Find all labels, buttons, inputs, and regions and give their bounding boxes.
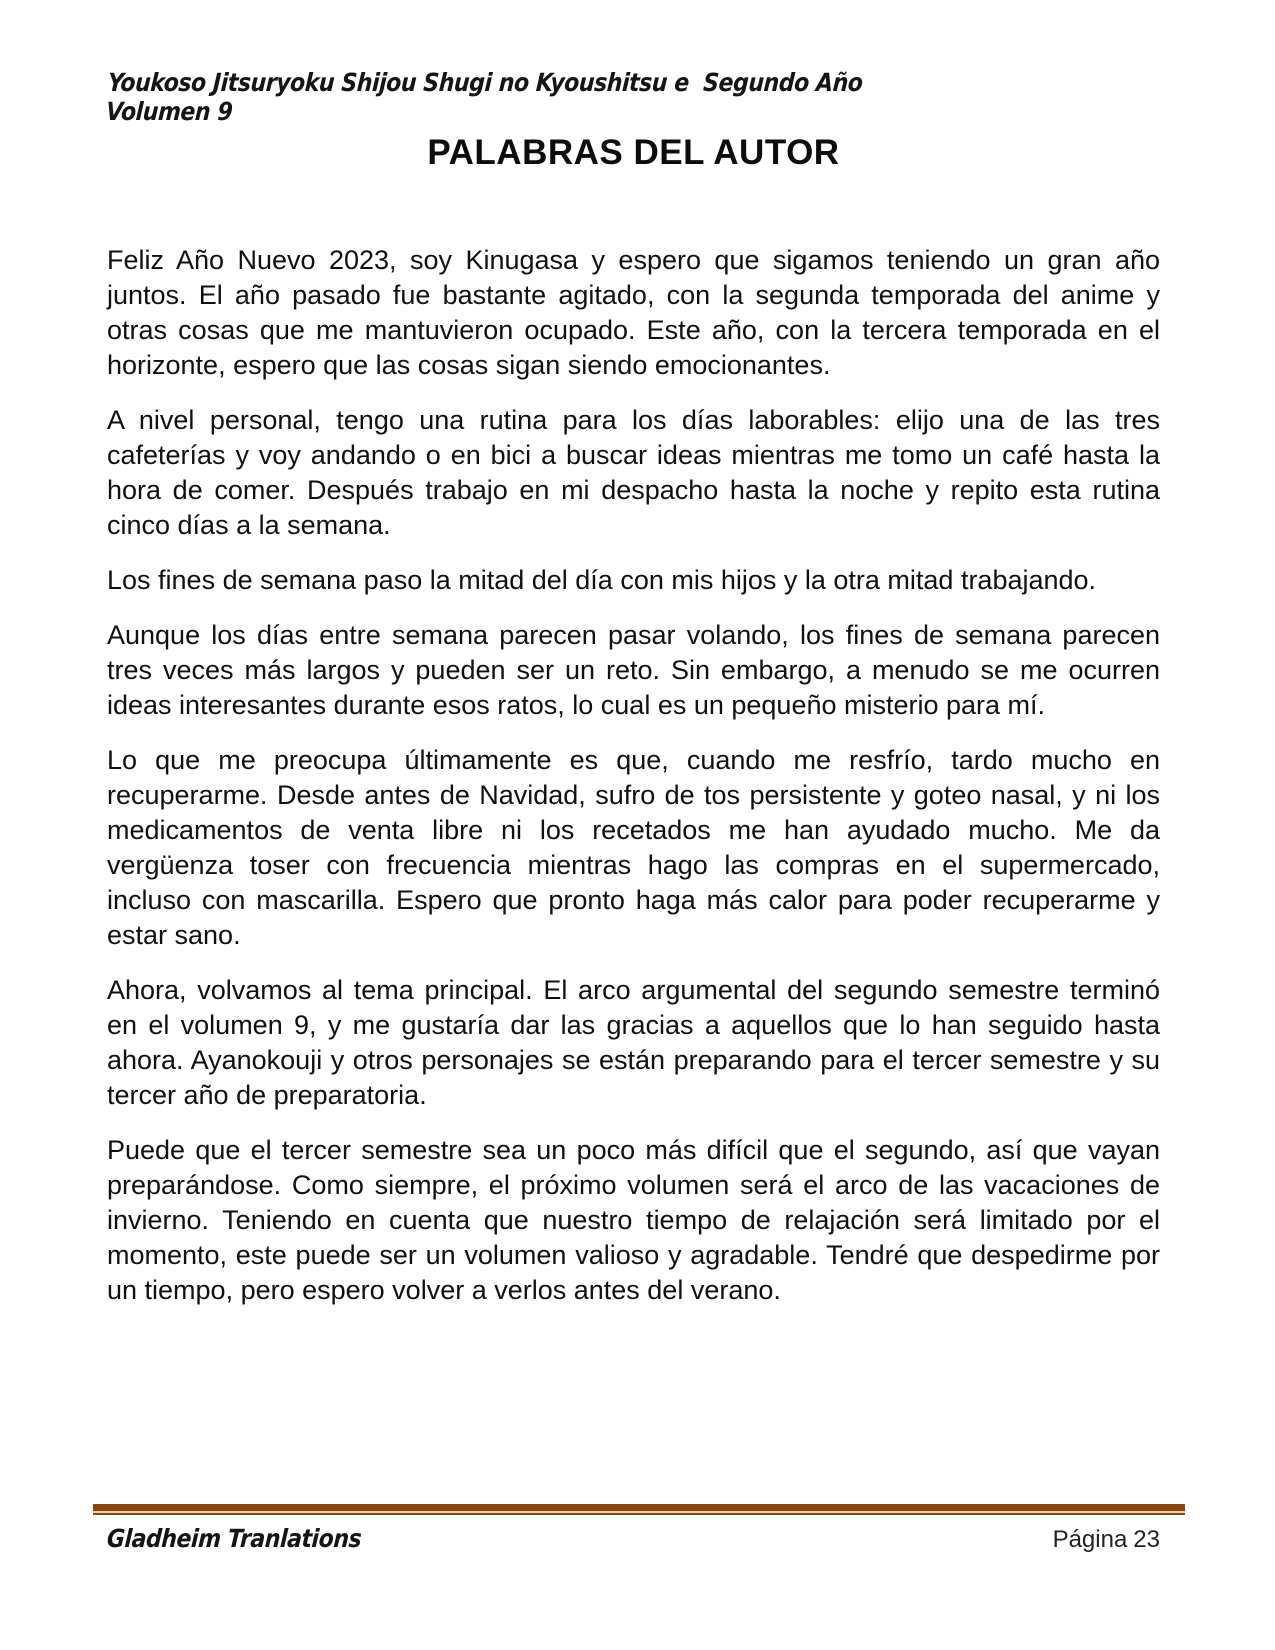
- paragraph: Feliz Año Nuevo 2023, soy Kinugasa y espero que sigamos teniendo un gran año juntos. El año pasado fue bastante agitado, con la segunda temporada del anime y otras cosas que me mantuvieron ocupado. Este año, con la tercera temporada en el horizonte, espero que las cosas sigan siendo emocionantes.: [107, 245, 1160, 380]
- page-footer: [107, 1524, 1160, 1554]
- paragraph: Ahora, volvamos al tema principal. El arco argumental del segundo semestre terminó en el volumen 9, y me gustaría dar las gracias a aquellos que lo han seguido hasta ahora. Ayanokouji y otros personajes se están preparando para el tercer semestre y su tercer año de preparatoria.: [107, 975, 1160, 1110]
- footer-rule: [93, 1504, 1185, 1515]
- running-header: Youkoso Jitsuryoku Shijou Shugi no Kyoushitsu e Segundo Año Volumen 9: [105, 68, 871, 126]
- page-title: PALABRAS DEL AUTOR: [427, 133, 840, 172]
- footer-page-indicator: [1053, 1526, 1160, 1554]
- paragraph: Los fines de semana paso la mitad del día con mis hijos y la otra mitad trabajando.: [107, 565, 1097, 595]
- document-body: [107, 243, 1160, 1308]
- paragraph: Lo que me preocupa últimamente es que, cuando me resfrío, tardo mucho en recuperarme. Desde antes de Navidad, sufro de tos persistente y goteo nasal, y ni los medicamentos de venta libre ni los recetados me han ayudado mucho. Me da vergüenza toser con frecuencia mientras hago las compras en el supermercado, incluso con mascarilla. Espero que pronto haga más calor para poder recuperarme y estar sano.: [107, 745, 1160, 950]
- footer-page-label: Página: [1052, 1526, 1128, 1553]
- paragraph: Puede que el tercer semestre sea un poco más difícil que el segundo, así que vayan preparándose. Como siempre, el próximo volumen será el arco de las vacaciones de invierno. Teniendo en cuenta que nuestro tiempo de relajación será limitado por el momento, este puede ser un volumen valioso y agradable. Tendré que despedirme por un tiempo, pero espero volver a verlos antes del verano.: [107, 1135, 1160, 1305]
- footer-brand: Gladheim Tranlations: [106, 1524, 363, 1553]
- paragraph: A nivel personal, tengo una rutina para los días laborables: elijo una de las tres cafeterías y voy andando o en bici a buscar ideas mientras me tomo un café hasta la hora de comer. Después trabajo en mi despacho hasta la noche y repito esta rutina cinco días a la semana.: [107, 405, 1160, 540]
- paragraph: Aunque los días entre semana parecen pasar volando, los fines de semana parecen tres veces más largos y pueden ser un reto. Sin embargo, a menudo se me ocurren ideas interesantes durante esos ratos, lo cual es un pequeño misterio para mí.: [107, 620, 1160, 720]
- footer-page-number: 23: [1133, 1526, 1160, 1553]
